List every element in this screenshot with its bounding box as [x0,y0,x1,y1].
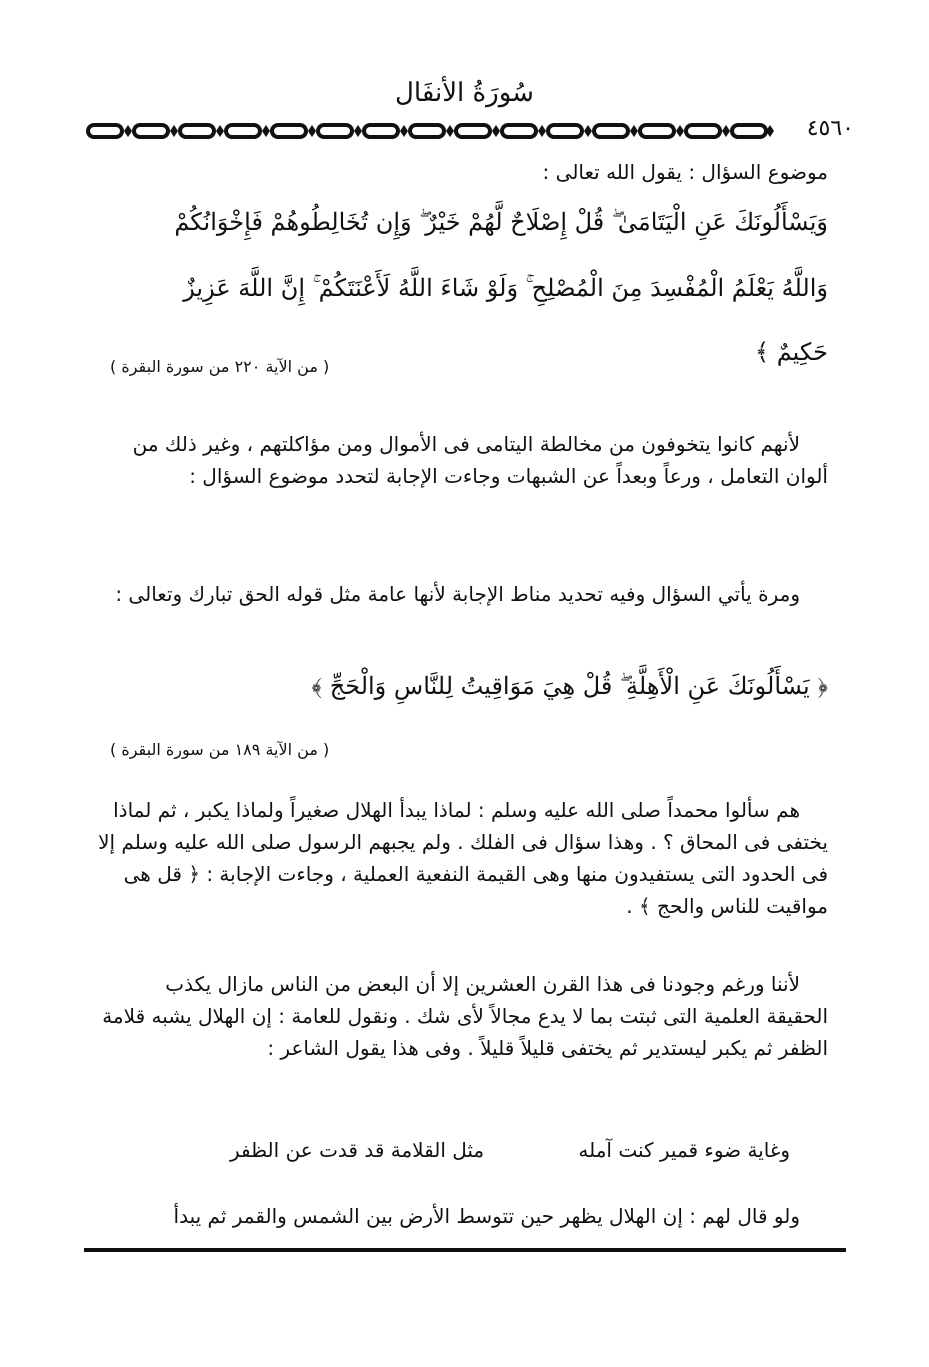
ornamental-chain-icon [84,120,774,142]
verse1-line1: وَيَسْأَلُونَكَ عَنِ الْيَتَامَىٰ ۖ قُلْ إِصْلَاحٌ لَّهُمْ خَيْرٌ ۖ وَإِن تُخَالِطُوهُمْ فَإِخْوَانُكُمْ [174,208,828,236]
verse1-line3: حَكِيمٌ ﴾ [755,338,828,366]
verse2-reference: ( من الآية ١٨٩ من سورة البقرة ) [110,740,330,759]
paragraph-2: ومرة يأتي السؤال وفيه تحديد مناط الإجابة لأنها عامة مثل قوله الحق تبارك وتعالى : [115,582,800,606]
page-number: ٤٥٦٠ [806,116,854,141]
poem-verse [230,1138,790,1168]
paragraph-4: لأننا ورغم وجودنا فى هذا القرن العشرين إلا أن البعض من الناس مازال يكذب الحقيقة العلمية التى ثبتت بما لا يدع مجالاً لأى شك . ونقول للعامة : إن الهلال يشبه قلامة الظفر ثم يكبر ليستدير ثم يختفى قليلاً قليلاً . وفى هذا يقول الشاعر : [102,972,828,1060]
page-header [84,116,854,142]
verse1-reference: ( من الآية ٢٢٠ من سورة البقرة ) [110,357,330,376]
poem-hemistich-2: مثل القلامة قد قدت عن الظفر [230,1138,485,1162]
paragraph-5: ولو قال لهم : إن الهلال يظهر حين تتوسط الأرض بين الشمس والقمر ثم يبدأ [173,1204,800,1228]
footer-rule [84,1248,846,1252]
paragraph-1: لأنهم كانوا يتخوفون من مخالطة اليتامى فى الأموال ومن مؤاكلتهم ، وغير ذلك من ألوان التعامل ، ورعاً وبعداً عن الشبهات وجاءت الإجابة لتحدد موضوع السؤال : [132,432,828,488]
surah-title: سُورَةُ الأنفَال [395,78,534,108]
poem-hemistich-1: وغاية ضوء قمير كنت آمله [578,1138,790,1162]
verse1-line2: وَاللَّهُ يَعْلَمُ الْمُفْسِدَ مِنَ الْمُصْلِحِ ۚ وَلَوْ شَاءَ اللَّهُ لَأَعْنَتَكُمْ ۚ إِنَّ اللَّهَ عَزِيزٌ [183,274,828,302]
intro-line: موضوع السؤال : يقول الله تعالى : [542,160,828,184]
verse2: ﴿ يَسْأَلُونَكَ عَنِ الْأَهِلَّةِ ۖ قُلْ هِيَ مَوَاقِيتُ لِلنَّاسِ وَالْحَجِّ ﴾ [311,672,828,700]
paragraph-3: هم سألوا محمداً صلى الله عليه وسلم : لماذا يبدأ الهلال صغيراً ولماذا يكبر ، ثم لماذا يختفى فى المحاق ؟ . وهذا سؤال فى الفلك . ولم يجبهم الرسول صلى الله عليه وسلم إلا فى الحدود التى يستفيدون منها وهى القيمة النفعية العملية ، وجاءت الإجابة : ﴿ قل هى مواقيت للناس والحج ﴾ . [98,798,828,918]
